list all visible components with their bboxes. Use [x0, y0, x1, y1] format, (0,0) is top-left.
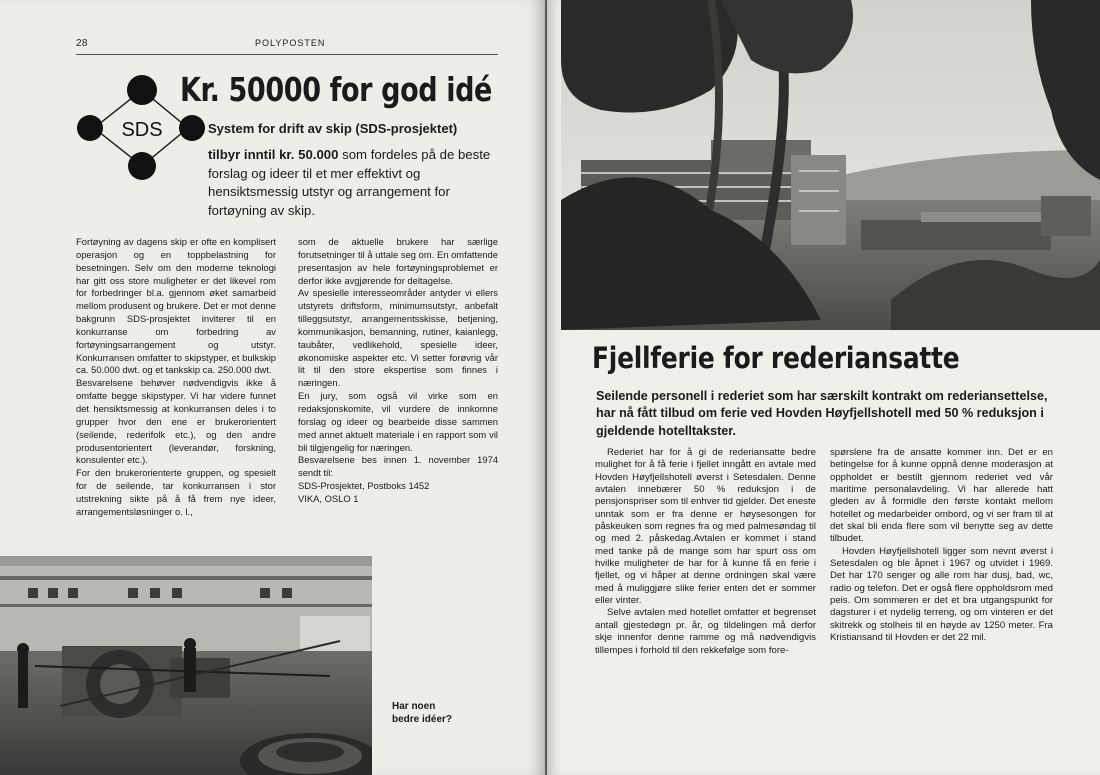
- left-page: [0, 0, 545, 775]
- lede: [208, 146, 498, 220]
- paragraph: Besvarelsene bes innen 1. november 1974 sendt til:: [298, 454, 498, 479]
- paragraph: Selve avtalen med hotellet omfatter et begrenset antall gjestedøgn pr. år, og tildelingen må derfor skje innenfor denne ramme og må nødvendigvis tillempes i forhold til den rekkefølge som fore-: [595, 607, 816, 656]
- headline: Kr. 50000 for god idé: [180, 70, 492, 109]
- logo-text: SDS: [121, 119, 163, 141]
- caption-line: Har noen: [392, 701, 436, 712]
- photo-caption: [392, 700, 452, 726]
- address-line: VIKA, OSLO 1: [298, 492, 359, 504]
- paragraph: spørslene fra de ansatte kommer inn. Det er en betingelse for å kunne oppnå denne moderasjon at oppholdet er bestilt gjennom rederiet ved vår maritime personalavdeling. Vi har allerede hatt gleden av å formidle den første kontakt mellom hotellet og medarbeider ombord, og vi ser fram til at det skal bli enda flere som vil benytte seg av dette tilbudet.: [830, 447, 1053, 545]
- caption-line: bedre idéer?: [392, 714, 453, 725]
- body-column-1: [76, 236, 276, 519]
- lede-rest: som fordeles på de beste forslag og ideer til et mer effektivt og hensiktsmessig utstyr og arrangement for fortøyning av skip.: [208, 147, 491, 218]
- paragraph: Besvarelsene behøver nødvendigvis ikke å omfatte begge skipstyper. Vi har videre funnet det hensiktsmessig at konkurransen deles i to grupper hvor den ene er brukerorientert (seilende, rederifolk etc.), og den andre produsentorientert (leverandør, forskning, konsulenter etc.).: [76, 377, 276, 466]
- body-column-2: [298, 236, 498, 506]
- running-head: POLYPOSTEN: [255, 38, 326, 48]
- subhead: System for drift av skip (SDS-prosjektet): [208, 121, 458, 136]
- body-column-2: [830, 447, 1053, 645]
- paragraph: Fortøyning av dagens skip er ofte en komplisert operasjon og en toppbelastning for besetningen. Selv om den moderne teknologi har gitt oss store muligheter er det likevel rom for forbedringer bl.a. gjennom øket samarbeid mellom produsent og brukere. Det er mot denne bakgrunn SDS-prosjektet inviterer til en konkurranse om forbedring av fortøyningsarrangement og utstyr. Konkurransen omfatter to skipstyper, et bulkskip ca. 50.000 dwt. og et tankskip ca. 250.000 dwt.: [76, 236, 276, 376]
- paragraph: Hovden Høyfjellshotell ligger som nevnt øverst i Setesdalen og ble åpnet i 1967 og utvidet i 1969. Det har 170 senger og alle rom har dusj, bad, wc, radio og telefon. Det er også flere oppholdsrom med peis. Om sommeren er det et bra utgangspunkt for dagsturer i et nydelig terreng, og om vinteren er det skitrekk og stolheis til en høyde av 1250 meter. Fra Kristiansand til Hovden er det 22 mil.: [830, 545, 1053, 644]
- address-line: SDS-Prosjektet, Postboks 1452: [298, 480, 430, 492]
- right-page: [547, 0, 1100, 775]
- body-column-1: [595, 447, 816, 657]
- paragraph: som de aktuelle brukere har særlige forutsetninger til å uttale seg om. En omfattende presentasjon av hele fortøyningsproblemet er derfor ikke avgjørende for deltagelse.: [298, 236, 498, 286]
- page-number: 28: [76, 38, 88, 49]
- paragraph: For den brukerorienterte gruppen, og spesielt for de seilende, tar konkurransen i stor utstrekning sikte på å få frem nye ideer, arrangementsløsninger o. l.,: [76, 467, 276, 517]
- header-rule: [76, 54, 498, 55]
- article-title: Fjellferie for rederiansatte: [592, 341, 960, 375]
- ship-deck-photo: [0, 556, 372, 775]
- lede-bold: tilbyr inntil kr. 50.000: [208, 147, 339, 162]
- article-lede: Seilende personell i rederiet som har særskilt kontrakt om rederiansettelse, har nå fått tilbud om ferie ved Hovden Høyfjellshotell med 50 % reduksjon i gjeldende hotelltakster.: [596, 389, 1048, 438]
- paragraph: Av spesielle interesseområder antyder vi ellers utstyrets driftsform, minimumsutstyr, anbefalt tilleggsutstyr, arrangementsskisse, betjening, kommunikasjon, bemanning, rutiner, kaianlegg, taubåter, vedlikehold, spesielle ideer, økonomiske aspekter etc. Vi setter forøvrig vår lit til den store ekspertise som finnes i næringen.: [298, 287, 498, 389]
- hotel-landscape-photo: [561, 0, 1100, 330]
- paragraph: Rederiet har for å gi de rederiansatte bedre mulighet for å få ferie i fjellet inngått en avtale med Hovden Høyfjellshotell øverst i Setesdalen. Denne avtalen innebærer 50 % reduksjon i de pensjonspriser som til enhver tid gjelder. Det eneste unntak som er fra denne er høysesongen for påskeuken som regnes fra og med palmesøndag til og med 2. påskedag.Avtalen er kommet i stand med tanke på de mange som har spurt oss om hvilke muligheter de har for å kunne få en ferie i fjellet, og vi håper at denne ordningen skal være med å muliggjøre slike ferier enten det er sommer eller vinter.: [595, 447, 816, 607]
- paragraph: En jury, som også vil virke som en redaksjonskomite, vil vurdere de innkomne forslag og ideer og bearbeide disse sammen med annet aktuelt materiale i en rapport som vil bli tilgjengelig for næringen.: [298, 390, 498, 453]
